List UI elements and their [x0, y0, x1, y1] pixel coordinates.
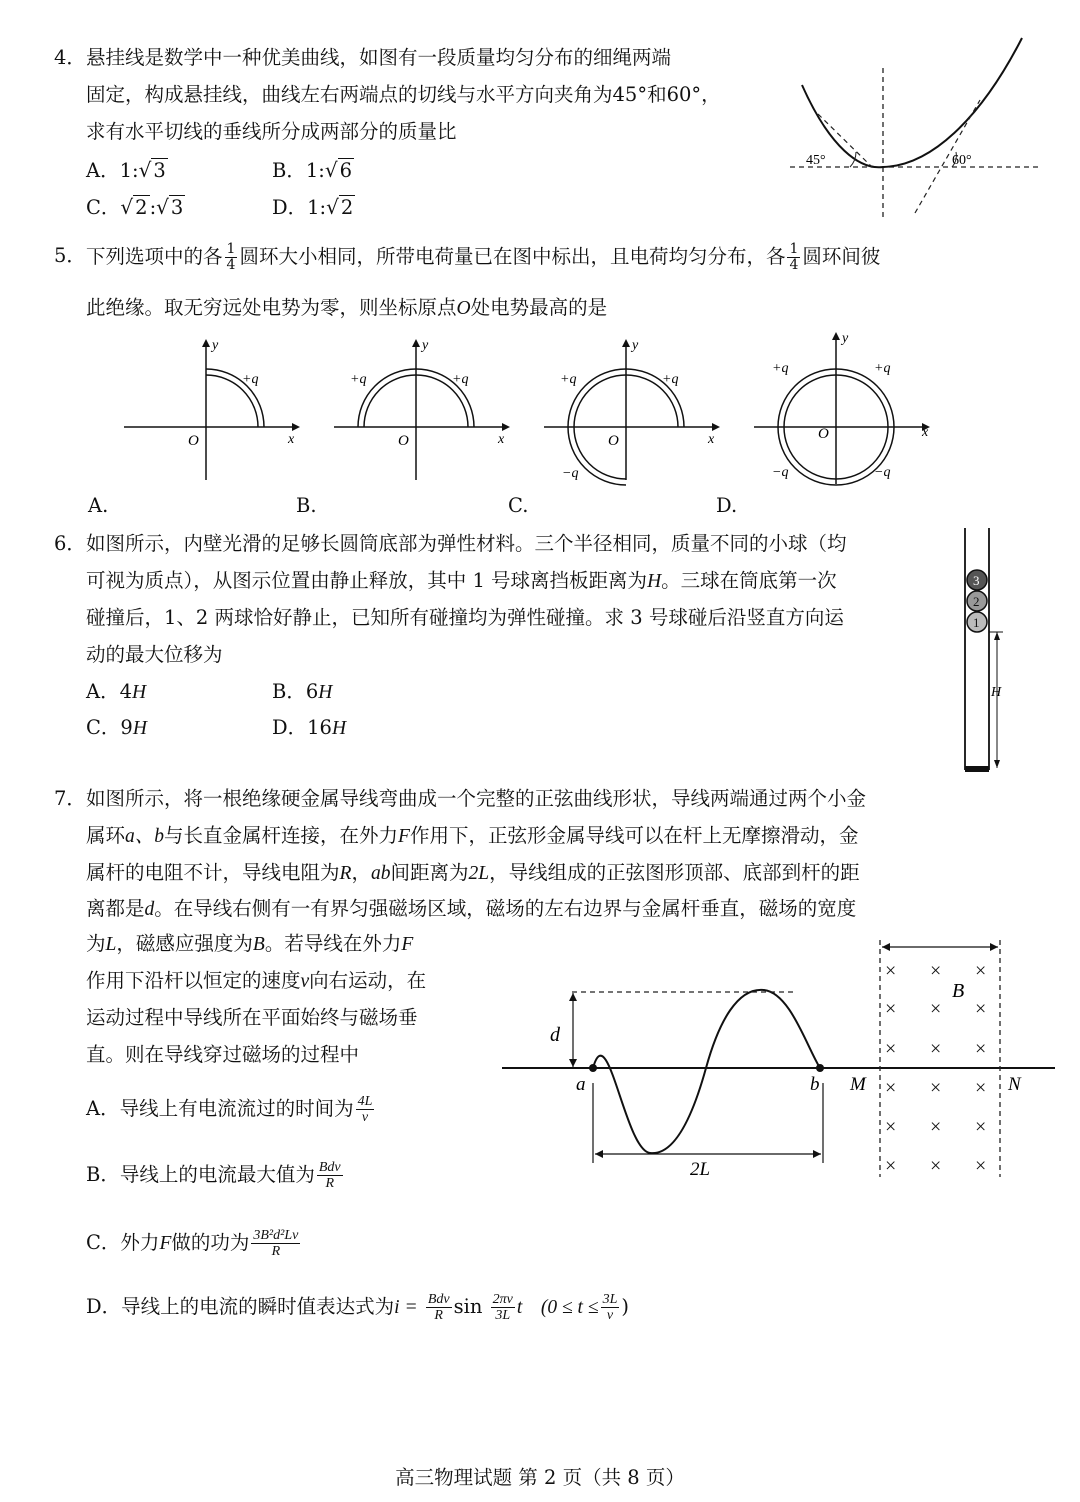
- svg-text:−q: −q: [562, 466, 579, 481]
- svg-text:×: ×: [930, 960, 942, 982]
- q6-number: 6．: [54, 532, 86, 555]
- q5-line-1: 下列选项中的各 $\frac{1}{4}$ 圆环大小相同，所带电荷量已在图中标出，且电荷均匀分布，各 $\frac{1}{4}$ 圆环间彼: [86, 241, 881, 273]
- svg-text:×: ×: [885, 1155, 897, 1177]
- q4-line-3: 求有水平切线的垂线所分成两部分的质量比: [86, 120, 457, 143]
- svg-text:×: ×: [930, 1116, 942, 1138]
- q5-option-c-label: C.: [508, 494, 529, 517]
- svg-text:×: ×: [885, 1116, 897, 1138]
- q6-line-2: 可视为质点），从图示位置由静止释放，其中 1 号球离挡板距离为H。三球在筒底第一次: [86, 569, 837, 592]
- q7-option-a[interactable]: A．导线上有电流流过的时间为 $\frac{4L}{v}$: [86, 1094, 373, 1125]
- svg-text:×: ×: [975, 1077, 987, 1099]
- q5-option-b-label: B.: [296, 494, 317, 517]
- svg-text:×: ×: [975, 1038, 987, 1060]
- svg-text:+q: +q: [662, 372, 679, 387]
- svg-text:2: 2: [973, 594, 980, 609]
- q4-option-b[interactable]: B．1:√ 6: [272, 158, 352, 182]
- q7-line-7: 运动过程中导线所在平面始终与磁场垂: [86, 1006, 418, 1029]
- svg-text:y: y: [842, 331, 849, 346]
- svg-text:+q: +q: [560, 372, 577, 387]
- svg-text:b: b: [810, 1074, 820, 1095]
- q7-line-5: 为L，磁感应强度为B。若导线在外力F: [86, 932, 414, 955]
- q5-option-a-label: A.: [88, 494, 109, 517]
- q6-option-c[interactable]: C．9H: [86, 716, 147, 739]
- svg-text:O: O: [608, 433, 619, 449]
- q7-line-1: 如图所示，将一根绝缘硬金属导线弯曲成一个完整的正弦曲线形状，导线两端通过两个小金: [86, 787, 867, 810]
- svg-text:y: y: [422, 338, 429, 353]
- svg-text:O: O: [398, 433, 409, 449]
- svg-text:×: ×: [885, 1038, 897, 1060]
- q7-line-3: 属杆的电阻不计，导线电阻为R，ab间距离为2L，导线组成的正弦图形顶部、底部到杆的距: [86, 861, 860, 884]
- q4-option-c[interactable]: C．√ 2 :√ 3: [86, 195, 184, 219]
- svg-text:×: ×: [885, 960, 897, 982]
- svg-text:×: ×: [885, 998, 897, 1020]
- q4-option-d[interactable]: D．1:√ 2: [272, 195, 354, 219]
- angle-60-label: 60°: [952, 153, 972, 168]
- svg-text:−q: −q: [874, 465, 891, 480]
- svg-text:×: ×: [975, 1116, 987, 1138]
- q5-number: 5．: [54, 244, 86, 267]
- svg-text:a: a: [576, 1074, 586, 1095]
- svg-text:×: ×: [930, 1155, 942, 1177]
- q5-figure-c[interactable]: [540, 335, 730, 485]
- cylinder-figure: [955, 528, 1015, 778]
- quarter-fraction-2: $\frac{1}{4}$: [789, 241, 799, 273]
- svg-text:×: ×: [975, 998, 987, 1020]
- svg-text:×: ×: [885, 1077, 897, 1099]
- page-footer: 高三物理试题 第 2 页（共 8 页）: [395, 1466, 685, 1489]
- q5-figure-d[interactable]: [750, 328, 940, 488]
- q6-line-1: 如图所示，内壁光滑的足够长圆筒底部为弹性材料。三个半径相同，质量不同的小球（均: [86, 532, 847, 555]
- catenary-figure: [780, 30, 1050, 225]
- svg-text:x: x: [498, 432, 505, 447]
- quarter-fraction-1: $\frac{1}{4}$: [226, 241, 236, 273]
- q4-option-a[interactable]: A．1:√ 3: [86, 158, 166, 182]
- svg-text:+q: +q: [452, 372, 469, 387]
- q6-line-4: 动的最大位移为: [86, 643, 223, 666]
- svg-text:N: N: [1008, 1074, 1021, 1095]
- q5-option-d-label: D.: [716, 494, 738, 517]
- svg-text:B: B: [952, 980, 965, 1002]
- svg-text:M: M: [850, 1074, 866, 1095]
- svg-text:d: d: [550, 1024, 560, 1046]
- q7-number: 7．: [54, 787, 86, 810]
- svg-text:y: y: [212, 338, 219, 353]
- svg-text:1: 1: [973, 615, 980, 630]
- svg-text:×: ×: [930, 1038, 942, 1060]
- svg-text:x: x: [922, 425, 929, 440]
- q7-option-c[interactable]: C．外力F做的功为 $\frac{\text{3B²d²Lv}}{R}$: [86, 1228, 299, 1259]
- svg-text:×: ×: [975, 1155, 987, 1177]
- q7-line-2: 属环a、b与长直金属杆连接，在外力F作用下，正弦形金属导线可以在杆上无摩擦滑动，金: [86, 824, 859, 847]
- q4-number: 4．: [54, 46, 86, 69]
- svg-text:×: ×: [930, 998, 942, 1020]
- svg-text:y: y: [632, 338, 639, 353]
- q4-line-1: 悬挂线是数学中一种优美曲线，如图有一段质量均匀分布的细绳两端: [86, 46, 672, 69]
- svg-text:O: O: [818, 426, 829, 442]
- svg-text:−q: −q: [772, 465, 789, 480]
- q7-line-8: 直。则在导线穿过磁场的过程中: [86, 1043, 360, 1066]
- q6-option-a[interactable]: A．4H: [86, 680, 147, 703]
- svg-text:O: O: [188, 433, 199, 449]
- q7-option-b[interactable]: B．导线上的电流最大值为 $\frac{\text{Bdv}}{R}$: [86, 1160, 341, 1191]
- q5-line-2: 此绝缘。取无穷远处电势为零，则坐标原点O处电势最高的是: [86, 296, 608, 319]
- sine-wire-figure: [500, 935, 1060, 1180]
- svg-text:×: ×: [930, 1077, 942, 1099]
- angle-45-label: 45°: [806, 153, 826, 168]
- svg-text:×: ×: [975, 960, 987, 982]
- svg-text:+q: +q: [874, 361, 891, 376]
- q7-line-6: 作用下沿杆以恒定的速度v向右运动，在: [86, 969, 427, 992]
- svg-text:H: H: [991, 685, 1002, 700]
- svg-text:2L: 2L: [690, 1159, 711, 1180]
- svg-text:x: x: [708, 432, 715, 447]
- q6-line-3: 碰撞后，1、2 两球恰好静止，已知所有碰撞均为弹性碰撞。求 3 号球碰后沿竖直方向运: [86, 606, 844, 629]
- svg-text:+q: +q: [772, 361, 789, 376]
- svg-text:+q: +q: [242, 372, 259, 387]
- q5-figure-b[interactable]: [330, 335, 520, 485]
- q4-line-2: 固定，构成悬挂线，曲线左右两端点的切线与水平方向夹角为45°和60°，: [86, 83, 721, 106]
- q7-line-4: 离都是d。在导线右侧有一有界匀强磁场区域，磁场的左右边界与金属杆垂直，磁场的宽度: [86, 897, 857, 920]
- svg-text:+q: +q: [350, 372, 367, 387]
- svg-text:3: 3: [973, 573, 980, 588]
- q6-option-d[interactable]: D．16H: [272, 716, 347, 739]
- q5-figure-a[interactable]: [120, 335, 310, 485]
- svg-text:x: x: [288, 432, 295, 447]
- q7-option-d[interactable]: D．导线上的电流的瞬时值表达式为i = $\frac{\text{Bdv}}{R}$ sin $\frac{2\pi v}{3L}$ t (0 ≤ t ≤ $\frac{3L}{v}$ ): [86, 1292, 629, 1323]
- q6-option-b[interactable]: B．6H: [272, 680, 333, 703]
